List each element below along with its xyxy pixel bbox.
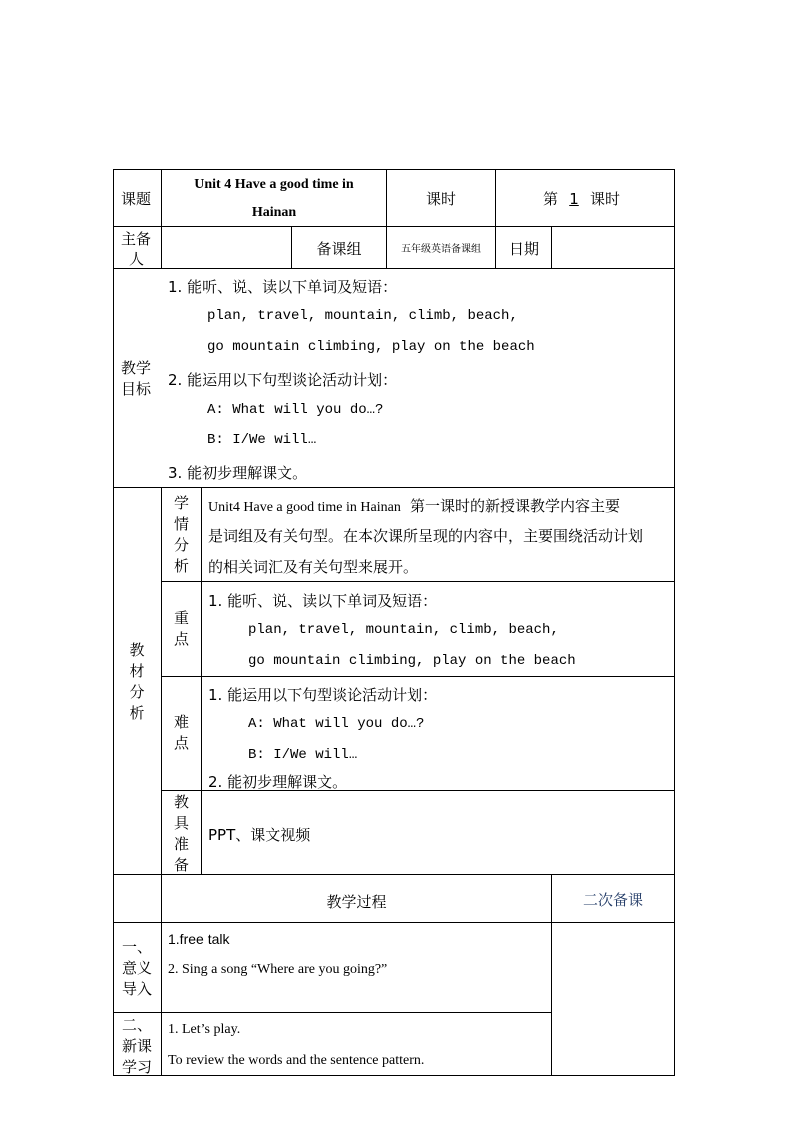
group-value: 五年级英语备课组 xyxy=(401,244,481,255)
period-value xyxy=(543,188,620,209)
materials-value: PPT、课文视频 xyxy=(208,826,311,844)
process-title: 教学过程 xyxy=(326,893,387,911)
objective-1-words: plan, travel, mountain, climb, beach, xyxy=(207,308,518,324)
key-points-label-char: 点 xyxy=(173,630,189,648)
step1-label-line: 意义 xyxy=(121,959,152,977)
date-label: 日期 xyxy=(509,240,540,258)
preparer-label-line2: 人 xyxy=(129,250,145,268)
period-number: 1 xyxy=(569,190,579,208)
difficulties-label xyxy=(162,712,201,754)
rule xyxy=(113,1012,552,1013)
key-point-words: plan, travel, mountain, climb, beach, xyxy=(248,622,559,638)
step2-label-line: 二、 xyxy=(121,1016,152,1034)
rule xyxy=(201,487,202,874)
step2-label-line: 新课 xyxy=(121,1037,152,1055)
analysis-label-char: 析 xyxy=(129,704,145,722)
group-label: 备课组 xyxy=(316,240,362,258)
preparer-label-line1: 主备 xyxy=(121,230,152,248)
key-points-label xyxy=(162,608,201,650)
rule xyxy=(113,487,675,488)
step1-label-line: 导入 xyxy=(121,980,152,998)
step2-line2: To review the words and the sentence pattern. xyxy=(168,1053,425,1068)
rule xyxy=(161,676,675,677)
step1-label xyxy=(113,937,161,1000)
situation-label-char: 学 xyxy=(173,494,189,512)
step1-line2: 2. Sing a song “Where are you going?” xyxy=(168,962,388,977)
objective-3: 3. 能初步理解课文。 xyxy=(168,464,308,482)
rule xyxy=(113,922,675,923)
difficulties-label-char: 难 xyxy=(173,713,189,731)
topic-title-line1: Unit 4 Have a good time in xyxy=(194,177,354,192)
analysis-label xyxy=(113,640,161,724)
rule xyxy=(113,226,675,227)
situation-label-char: 情 xyxy=(173,515,189,533)
situation-line2: 是词组及有关句型。在本次课所呈现的内容中，主要围绕活动计划 xyxy=(208,527,644,545)
difficulty-2: 2. 能初步理解课文。 xyxy=(208,773,348,791)
rule xyxy=(551,226,552,268)
topic-label: 课题 xyxy=(121,190,152,208)
situation-label xyxy=(162,493,201,577)
topic-title-line2: Hainan xyxy=(251,205,297,220)
step1-label-line: 一、 xyxy=(121,938,152,956)
rule xyxy=(113,1075,675,1076)
rule xyxy=(161,581,675,582)
situation-line3: 的相关词汇及有关句型来展开。 xyxy=(208,558,419,576)
difficulty-1: 1. 能运用以下句型谈论活动计划： xyxy=(208,686,438,704)
objectives-label-line1: 教学 xyxy=(121,359,152,377)
step2-label-line: 学习 xyxy=(121,1058,152,1076)
materials-label-char: 教 xyxy=(173,793,189,811)
objectives-label-line2: 目标 xyxy=(121,380,152,398)
key-point-phrases: go mountain climbing, play on the beach xyxy=(248,653,576,669)
difficulties-label-char: 点 xyxy=(173,734,189,752)
objective-2-b: B: I/We will… xyxy=(207,432,317,448)
second-prep-title: 二次备课 xyxy=(582,891,643,909)
period-prefix: 第 xyxy=(543,190,559,208)
situation-label-char: 分 xyxy=(173,536,189,554)
objective-1: 1. 能听、说、读以下单词及短语： xyxy=(168,278,398,296)
key-points-label-char: 重 xyxy=(173,609,189,627)
difficulty-1-a: A: What will you do…? xyxy=(248,716,425,732)
situation-line1-text: 第一课时的新授课教学内容主要 xyxy=(409,497,620,515)
situation-unit-title: Unit4 Have a good time in Hainan xyxy=(208,500,401,515)
objective-2: 2. 能运用以下句型谈论活动计划： xyxy=(168,371,398,389)
materials-label-char: 准 xyxy=(173,835,189,853)
objective-1-phrases: go mountain climbing, play on the beach xyxy=(207,339,535,355)
step2-line1: 1. Let’s play. xyxy=(168,1022,241,1037)
step2-label xyxy=(113,1015,161,1078)
situation-label-char: 析 xyxy=(173,557,189,575)
rule xyxy=(113,169,675,170)
analysis-label-char: 分 xyxy=(129,683,145,701)
rule xyxy=(113,268,675,269)
step1-line1: 1.free talk xyxy=(168,931,230,947)
difficulty-1-b: B: I/We will… xyxy=(248,747,358,763)
key-point-1: 1. 能听、说、读以下单词及短语： xyxy=(208,592,438,610)
period-suffix: 课时 xyxy=(590,190,621,208)
situation-line1 xyxy=(208,495,620,516)
analysis-label-char: 教 xyxy=(129,641,145,659)
analysis-label-char: 材 xyxy=(129,662,145,680)
materials-label-char: 具 xyxy=(173,814,189,832)
materials-label xyxy=(162,792,201,876)
materials-label-char: 备 xyxy=(173,856,189,874)
rule xyxy=(495,169,496,226)
period-label: 课时 xyxy=(425,190,456,208)
rule xyxy=(495,226,496,268)
rule xyxy=(674,169,675,1076)
objective-2-a: A: What will you do…? xyxy=(207,402,384,418)
